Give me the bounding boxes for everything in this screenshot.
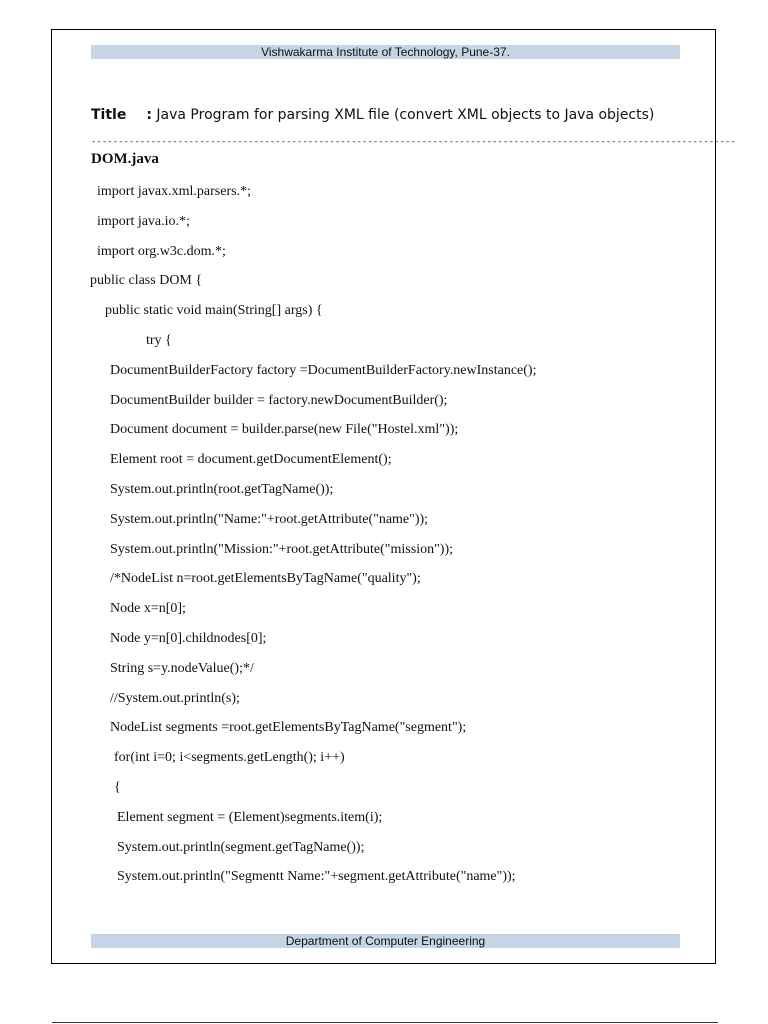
- code-line: System.out.println("Name:"+root.getAttribute("name"));: [110, 511, 429, 527]
- code-line: public class DOM {: [90, 273, 203, 289]
- code-line: System.out.println("Mission:"+root.getAttribute("mission"));: [110, 541, 454, 557]
- code-line: System.out.println("Segmentt Name:"+segment.getAttribute("name"));: [117, 869, 516, 885]
- code-line: public static void main(String[] args) {: [105, 303, 323, 319]
- code-line: DocumentBuilder builder = factory.newDocumentBuilder();: [110, 392, 448, 408]
- title-separator: :: [146, 107, 152, 123]
- code-line: Element root = document.getDocumentElement();: [110, 452, 392, 468]
- code-line: try {: [146, 333, 172, 348]
- code-line: for(int i=0; i<segments.getLength(); i++): [114, 750, 345, 766]
- code-line: String s=y.nodeValue();*/: [110, 660, 254, 676]
- code-line: System.out.println(segment.getTagName());: [117, 839, 365, 855]
- code-line: /*NodeList n=root.getElementsByTagName("quality");: [110, 571, 421, 587]
- code-line: Node x=n[0];: [110, 601, 186, 617]
- code-line: {: [114, 780, 121, 795]
- code-line: //System.out.println(s);: [110, 690, 240, 706]
- code-line: Document document = builder.parse(new File("Hostel.xml"));: [110, 422, 459, 438]
- code-line: DocumentBuilderFactory factory =DocumentBuilderFactory.newInstance();: [110, 362, 537, 378]
- code-line: import java.io.*;: [97, 213, 190, 229]
- page-header: Vishwakarma Institute of Technology, Pune-37.: [91, 45, 680, 59]
- code-line: System.out.println(root.getTagName());: [110, 482, 334, 497]
- code-line: Node y=n[0].childnodes[0];: [110, 631, 267, 646]
- next-page-edge: [52, 1022, 718, 1023]
- page-footer: Department of Computer Engineering: [91, 934, 680, 948]
- program-title: [91, 107, 654, 123]
- code-line: import javax.xml.parsers.*;: [97, 184, 251, 199]
- code-line: Element segment = (Element)segments.item(i);: [117, 809, 383, 825]
- title-text: Java Program for parsing XML file (convert XML objects to Java objects): [156, 107, 655, 123]
- code-line: import org.w3c.dom.*;: [97, 243, 226, 259]
- title-label: Title: [91, 107, 127, 123]
- document-page: [51, 29, 736, 964]
- file-name: DOM.java: [91, 151, 159, 167]
- dashed-divider: -----------------------------------------------------------------------------------------------------------------------: [91, 137, 736, 147]
- code-line: NodeList segments =root.getElementsByTagName("segment");: [110, 720, 467, 736]
